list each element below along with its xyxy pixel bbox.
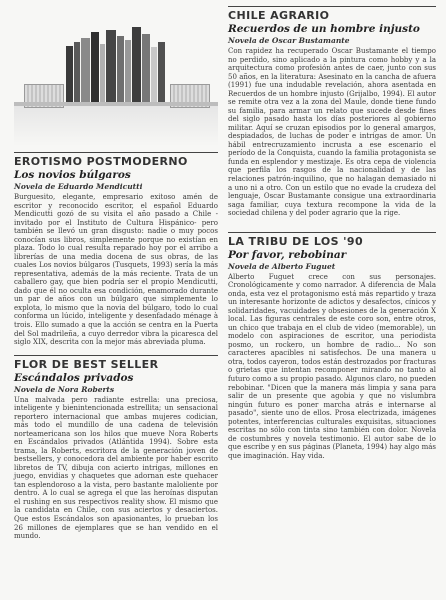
book-spine bbox=[100, 44, 105, 102]
review-text: Alberto Fuguet crece con sus personajes. Cronológicamente y como narrador. A diferencia de Mala onda, esta vez el protagonismo está más repartido y traza un interesante horizonte de adictos y desafectos, cínicos y solidaridades, vacuidades y obsesiones de la generación X local. Las figuras centrales de este coro son, entre otros, un chico que trabaja en el club de video (memorable), un modelo con aspiraciones de escritor, una periodista posmo, un rockero, un hombre de radio... No son caracteres apacibles ni satisfechos. De una manera u otra, todos cayeron, todos están destrozados por fracturas o grietas que intentan recomponer mirando no tanto al futuro como a su propio pasado. Algunos claro, no pueden rebobinar. "Dicen que la manera más limpia y sana para salir de un presente que agobia y que no vislumbra ningún futuro es poner marcha atrás e internarse al pasado", siente uno de ellos. Prosa electrizada, imágenes potentes, interferencias culturales exquisitas, situaciones escritas no sólo con tinta sino también con dolor. Novela de costumbres y novela testimonio. El autor sabe de lo que escribe y en sus páginas (Planeta, 1994) hay algo más que imaginación. Hay vida. bbox=[228, 272, 436, 460]
shelf-reflection bbox=[14, 106, 218, 146]
shelf-edge bbox=[14, 102, 218, 106]
section-erotismo bbox=[14, 152, 218, 347]
book-spine bbox=[66, 46, 73, 102]
book-spine bbox=[117, 36, 124, 102]
books-on-shelf-photo bbox=[14, 6, 218, 146]
book-spine bbox=[74, 42, 80, 102]
book-spine bbox=[125, 40, 131, 102]
section-heading: CHILE AGRARIO bbox=[228, 6, 436, 22]
book-spine bbox=[91, 32, 99, 102]
section-tribu bbox=[228, 232, 436, 461]
section-heading: EROTISMO POSTMODERNO bbox=[14, 152, 218, 168]
book-spine bbox=[142, 34, 150, 102]
book-spine bbox=[81, 38, 90, 102]
book-author: Novela de Alberto Fuguet bbox=[228, 261, 336, 271]
left-column bbox=[14, 6, 218, 541]
section-heading: FLOR DE BEST SELLER bbox=[14, 355, 218, 371]
book-author: Novela de Nora Roberts bbox=[14, 384, 115, 394]
book-spine bbox=[151, 47, 157, 102]
right-column bbox=[228, 6, 436, 460]
book-title: Escándalos privados bbox=[14, 371, 134, 384]
book-title: Recuerdos de un hombre injusto bbox=[228, 23, 420, 35]
book-spine bbox=[158, 42, 165, 102]
book-spine bbox=[132, 27, 141, 102]
review-text: Burguesito, elegante, empresario exitoso amén de escritor y reconocido escritor, el español Eduardo Mendicutti gozó de su visita el año pasado a Chile -invitado por el Instituto de Cultura Hispánico- pero también se llevó un gran disgusto: nadie o muy pocos conocían sus libros, simplemente porque no existían en plaza. Todo lo cual resulta reparado hoy por el arribo a librerías de una media docena de sus obras, de las cuales Los novios búlgaros (Tusquets, 1993) sería la más representativa, además de la más reciente. Trata de un caballero gay, que bien podría ser el propio Mendicutti, dado que él no oculta esa condición, enamorado durante un par de años con un búlgaro que simplemente lo explota, lo mismo que la novia del búlgaro, todo lo cual conforma un lúcido, inteligente y desenfadado ménage à trois. Ello sumado a que la acción se centra en la Puerta del Sol madrileña, a cuyo derredor vibra la picaresca del siglo XIX, descrita con la mejor más abreviada pluma. bbox=[14, 193, 218, 347]
section-chile bbox=[228, 6, 436, 218]
section-bestseller bbox=[14, 355, 218, 541]
book-author: Novela de Oscar Bustamante bbox=[228, 36, 350, 45]
book-spine bbox=[106, 30, 116, 102]
review-text: Una malvada pero radiante estrella: una preciosa, inteligente y bienintencionada estrellita; un sensacional reportero internacional que ambas mujeres codician, más todo el mundillo de una cadena de televisión norteamericana son los hilos que mueve Nora Roberts en Escándalos privados (Atlántida 1994). Sobre esta trama, la Roberts, escritora de la generación joven de bestsellers, y conocedora del ambiente por haber escrito libretos de TV, dibuja con acierto intrigas, millones en juego, envidias y chaquetes que adornan este quehacer tan esplendoroso a la vista, pero bastante maloliente por dentro. A lo cual se agrega el que las heroínas disputan el rushing en sus respectivos reality show. El mismo que la candidata en Chile, con sus aciertos y desaciertos. Que estos Escándalos son apasionantes, lo prueban los 26 millones de ejemplares que se han vendido en el mundo. bbox=[14, 395, 218, 541]
review-text: Con rapidez ha recuperado Oscar Bustamante el tiempo no perdido, sino aplicado a la pintura como hobby y a la arquitectura como profesión antes de caer, junto con sus 50 años, en la literatura: Asesinato en la cancha de afuera (1991) fue una indudable revelación, ahora asentada en Recuerdos de un hombre injusto (Grijalbo, 1994). El autor se remite otra vez a la zona del Maule, donde tiene fundo su familia, para armar un relato que sucede desde fines del siglo pasado hasta los días posteriores al gobierno militar. Aquí se cruzan episodios por lo general amargos, despiadados, de luchas de poder e intrigas de amor. Un hábil entrecruzamiento incrusta a ese escenario el período de la Conquista, cuando la familia protagonista se funda en esplendor y mestizaje. Es otra cepa de violencia que perfila los rasgos de la nacionalidad y de las relaciones patrón-inquilino, que no halagan demasiado ni a uno ni a otro. Con un estilo que no evade la crudeza del lenguaje, Oscar Bustamante consigue una extraordinaria saga familiar, cuya textura recompone la vida de la sociedad chilena y del poder agrario que la rige. bbox=[228, 47, 436, 218]
book-title: Los novios búlgaros bbox=[14, 169, 131, 181]
book-title: Por favor, rebobinar bbox=[228, 248, 347, 261]
book-author: Novela de Eduardo Mendicutti bbox=[14, 182, 143, 191]
section-heading: LA TRIBU DE LOS '90 bbox=[228, 232, 436, 248]
